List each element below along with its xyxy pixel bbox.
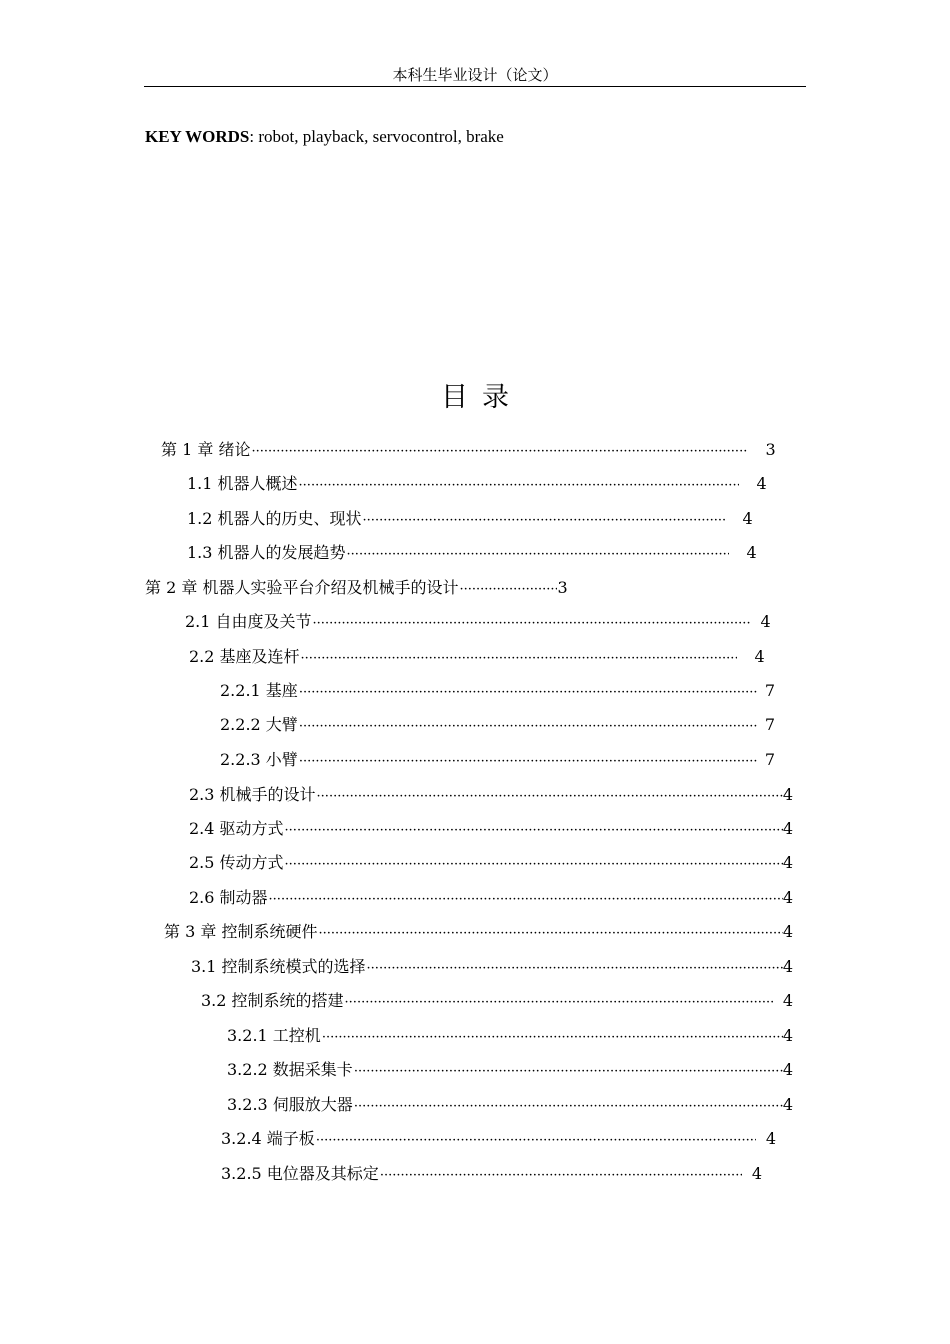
toc-entry-page: 4 <box>782 1095 793 1114</box>
toc-entry[interactable] <box>187 542 790 564</box>
toc-entry[interactable] <box>164 921 793 943</box>
toc-entry-label: 1.3 机器人的发展趋势 <box>187 543 346 562</box>
toc-leader-dots <box>299 475 739 495</box>
toc-entry-page: 4 <box>782 1060 793 1079</box>
toc-entry-label: 3.2.4 端子板 <box>221 1129 315 1148</box>
toc-entry-label: 3.2.1 工控机 <box>227 1026 321 1045</box>
toc-leader-dots <box>322 1027 783 1047</box>
toc-entry[interactable] <box>161 439 791 461</box>
toc-leader-dots <box>313 613 751 633</box>
toc-entry-label: 1.1 机器人概述 <box>187 474 298 493</box>
toc-entry-page: 3 <box>557 578 568 597</box>
toc-leader-dots <box>459 579 557 599</box>
toc-entry[interactable] <box>221 1128 794 1150</box>
toc-entry[interactable] <box>189 852 793 874</box>
toc-entry[interactable] <box>189 887 793 909</box>
toc-entry-page: 4 <box>765 1129 776 1148</box>
toc-entry-label: 2.5 传动方式 <box>189 853 284 872</box>
toc-leader-dots <box>380 1165 742 1185</box>
toc-entry-page: 4 <box>756 474 767 493</box>
toc-leader-dots <box>299 751 757 771</box>
toc-entry-label: 3.2.3 伺服放大器 <box>227 1095 353 1114</box>
toc-entry[interactable] <box>189 784 793 806</box>
toc-entry[interactable] <box>189 818 793 840</box>
toc-leader-dots <box>316 1130 756 1150</box>
toc-leader-dots <box>354 1096 783 1116</box>
toc-leader-dots <box>318 923 782 943</box>
toc-entry-page: 4 <box>782 819 793 838</box>
page-header-title: 本科生毕业设计（论文） <box>392 66 558 84</box>
toc-entry-label: 2.4 驱动方式 <box>189 819 284 838</box>
toc-leader-dots <box>354 1061 783 1081</box>
toc-leader-dots <box>345 992 773 1012</box>
toc-entry[interactable] <box>227 1094 793 1116</box>
toc-leader-dots <box>269 889 783 909</box>
toc-entry-label: 2.3 机械手的设计 <box>189 785 316 804</box>
toc-leader-dots <box>363 510 725 530</box>
toc-entry-page: 4 <box>782 991 793 1010</box>
toc-leader-dots <box>251 441 747 461</box>
toc-entry-page: 4 <box>782 922 793 941</box>
toc-entry-page: 4 <box>754 647 765 666</box>
toc-entry-page: 7 <box>764 681 775 700</box>
toc-leader-dots <box>367 958 783 978</box>
toc-entry[interactable] <box>227 1059 793 1081</box>
header-divider <box>144 86 806 87</box>
toc-leader-dots <box>301 648 737 668</box>
toc-entry-page: 4 <box>746 543 757 562</box>
toc-entry-label: 第 2 章 机器人实验平台介绍及机械手的设计 <box>145 578 459 597</box>
toc-entry-label: 2.1 自由度及关节 <box>185 612 312 631</box>
toc-leader-dots <box>299 716 757 736</box>
toc-entry-label: 第 3 章 控制系统硬件 <box>164 922 318 941</box>
toc-entry[interactable] <box>227 1025 793 1047</box>
toc-entry[interactable] <box>221 1163 789 1185</box>
toc-entry-page: 4 <box>751 1164 762 1183</box>
toc-entry-label: 2.2 基座及连杆 <box>189 647 300 666</box>
toc-entry[interactable] <box>220 749 796 771</box>
toc-entry-label: 第 1 章 绪论 <box>161 440 251 459</box>
toc-entry[interactable] <box>220 680 796 702</box>
toc-title: 目录 <box>441 382 523 413</box>
toc-entry-page: 4 <box>742 509 753 528</box>
toc-entry-label: 3.2 控制系统的搭建 <box>201 991 344 1010</box>
toc-entry-page: 4 <box>782 1026 793 1045</box>
toc-entry-label: 2.2.3 小臂 <box>220 750 298 769</box>
keywords-line <box>145 127 504 147</box>
toc-entry-label: 1.2 机器人的历史、现状 <box>187 509 362 528</box>
toc-entry-page: 7 <box>764 715 775 734</box>
toc-entry[interactable] <box>191 956 793 978</box>
toc-entry-label: 3.1 控制系统模式的选择 <box>191 957 366 976</box>
toc-entry-page: 4 <box>782 785 793 804</box>
toc-entry[interactable] <box>201 990 793 1012</box>
toc-entry[interactable] <box>185 611 792 633</box>
toc-entry-label: 2.6 制动器 <box>189 888 268 907</box>
keywords-text: : robot, playback, servocontrol, brake <box>249 127 504 146</box>
toc-leader-dots <box>285 854 783 874</box>
toc-entry[interactable] <box>187 473 790 495</box>
toc-entry-page: 4 <box>782 957 793 976</box>
toc-entry-page: 4 <box>782 888 793 907</box>
toc-entry-page: 3 <box>765 440 776 459</box>
toc-entry[interactable] <box>145 577 635 599</box>
toc-entry-label: 3.2.2 数据采集卡 <box>227 1060 353 1079</box>
toc-leader-dots <box>299 682 757 702</box>
toc-leader-dots <box>317 786 783 806</box>
toc-entry-label: 2.2.2 大臂 <box>220 715 298 734</box>
keywords-label: KEY WORDS <box>145 127 250 146</box>
toc-entry[interactable] <box>189 646 792 668</box>
toc-entry-page: 7 <box>764 750 775 769</box>
toc-entry-page: 4 <box>782 853 793 872</box>
toc-entry[interactable] <box>220 714 796 736</box>
toc-entry-label: 2.2.1 基座 <box>220 681 298 700</box>
toc-entry-label: 3.2.5 电位器及其标定 <box>221 1164 379 1183</box>
toc-entry[interactable] <box>187 508 790 530</box>
toc-leader-dots <box>285 820 783 840</box>
toc-leader-dots <box>347 544 729 564</box>
toc-entry-page: 4 <box>760 612 771 631</box>
